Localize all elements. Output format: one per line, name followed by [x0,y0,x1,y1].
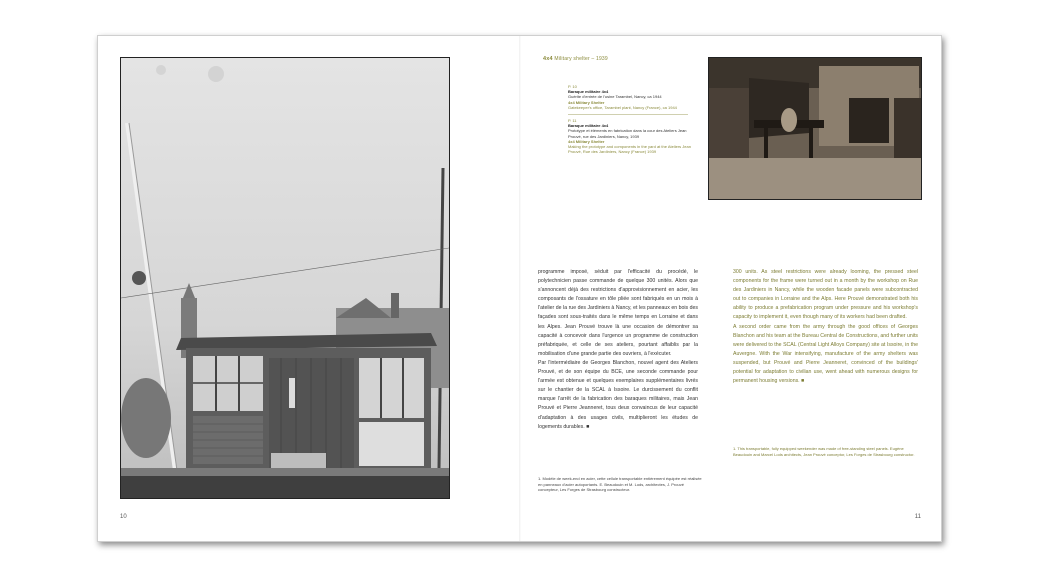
footnote-en: 1. This transportable, fully equipped weekender was made of free-standing steel panels. Eugène Beaudouin and Marcel Lods architects, Jean Prouvé conceptor, Les Forges de Strasbourg constructor. [733,446,915,457]
footnote-fr: 1. Modèle de week-end en acier, cette cellule transportable entièrement équipée est réalisée en panneaux d'acier autoportants. E. Beaudouin et M. Lods, architectes, J. Prouvé concepteur, Les Forges de Strasbourg constructeur. [538,476,702,493]
page-number-left: 10 [120,514,127,520]
caption-1 [568,84,698,110]
caption-fr-title: Baraque militaire 4x4 [568,89,609,95]
caption-fr-text: Prototype et éléments en fabrication dans la cour des Ateliers Jean Prouvé, rue des Jardiniers, Nancy, 1939 [568,128,687,139]
gutter [519,36,521,541]
running-head-number: 4x4 [543,56,553,62]
caption-fr-title: Baraque militaire 4x4 [568,123,609,129]
book-spread [97,35,942,542]
caption-fr-text: Guérite d'entrée de l'usine Tarambel, Nancy, ca 1944 [568,94,662,100]
caption-divider [568,114,688,115]
caption-2 [568,118,698,154]
paragraph: programme imposé, séduit par l'efficacité du procédé, le polytechnicien passe commande de quelque 300 unités. Alors que s'annoncent déjà des restrictions d'approvisionnement en acier, les composants de l'ossature en tôle pliée sont fabriqués en un mois à l'atelier de la rue des Jardiniers à Nancy, et les panneaux en bois des façades sont sous-traités dans le même temps en Lorraine et dans les Alpes. Jean Prouvé trouve là une occasion de démontrer sa capacité à concevoir dans l'urgence un programme de construction préfabriquée, et celle de ses ateliers, pourtant affaiblis par la mobilisation d'une grande partie des ouvriers, à l'exécuter. [538,269,698,357]
paragraph: Par l'intermédiaire de Georges Blanchon, nouvel agent des Ateliers Prouvé, et de son équipe du BCE, une seconde commande pour l'armée est obtenue et quelques exemplaires supplémentaires livrés sur le chantier de la SCAL à Issoire. Le durcissement du conflit marque l'arrêt de la fabrication des baraques militaires, mais Jean Prouvé et Pierre Jeanneret, tous deux convaincus de leur capacité d'adaptation à des usages civils, multiplieront les études de logements durables. ■ [538,359,698,430]
body-text-en [733,268,918,386]
caption-en-text: Making the prototype and components in the yard at the Ateliers Jean Prouvé, Rue des Jardiniers, Nancy (France) 1939 [568,144,691,155]
caption-en-title: 4x4 Military Shelter [568,138,605,144]
caption-en-title: 4x4 Military Shelter [568,99,605,105]
military-shelter-photo [120,57,450,499]
caption-en-text: Gatekeeper's office, Tarambel plant, Nancy (France), ca 1944 [568,104,677,110]
running-head [543,56,608,62]
caption-number: P. 11 [568,118,577,124]
caption-number: P. 10 [568,84,577,89]
paragraph: 300 units. As steel restrictions were already looming, the pressed steel components for the frame were turned out in a month by the workshop on Rue des Jardiniers in Nancy, while the wooden facade panels were subcontracted out to companies in Lorraine and the Alps. Here Prouvé demonstrated both his ability to produce a prefabrication program under pressure and his workshop's capacity to implement it, even though many of its workers had been drafted. [733,269,918,321]
workshop-photo [708,57,922,200]
running-head-text: Military shelter – 1939 [554,56,608,62]
body-text-fr [538,268,698,432]
page-number-right: 11 [914,514,921,520]
captions [568,84,698,158]
paragraph: A second order came from the army through the good offices of Georges Blanchon and his team at the Bureau Central de Constructions, and further units were delivered to the SCAL (Central Light Alloys Company) site at Issoire, in the Auvergne. With the War intensifying, manufacture of the army shelters was suspended, but Prouvé and Pierre Jeanneret, convinced of the buildings' potential for adaptation to civilian use, went ahead with numerous designs for permanent housing versions. ■ [733,323,918,385]
